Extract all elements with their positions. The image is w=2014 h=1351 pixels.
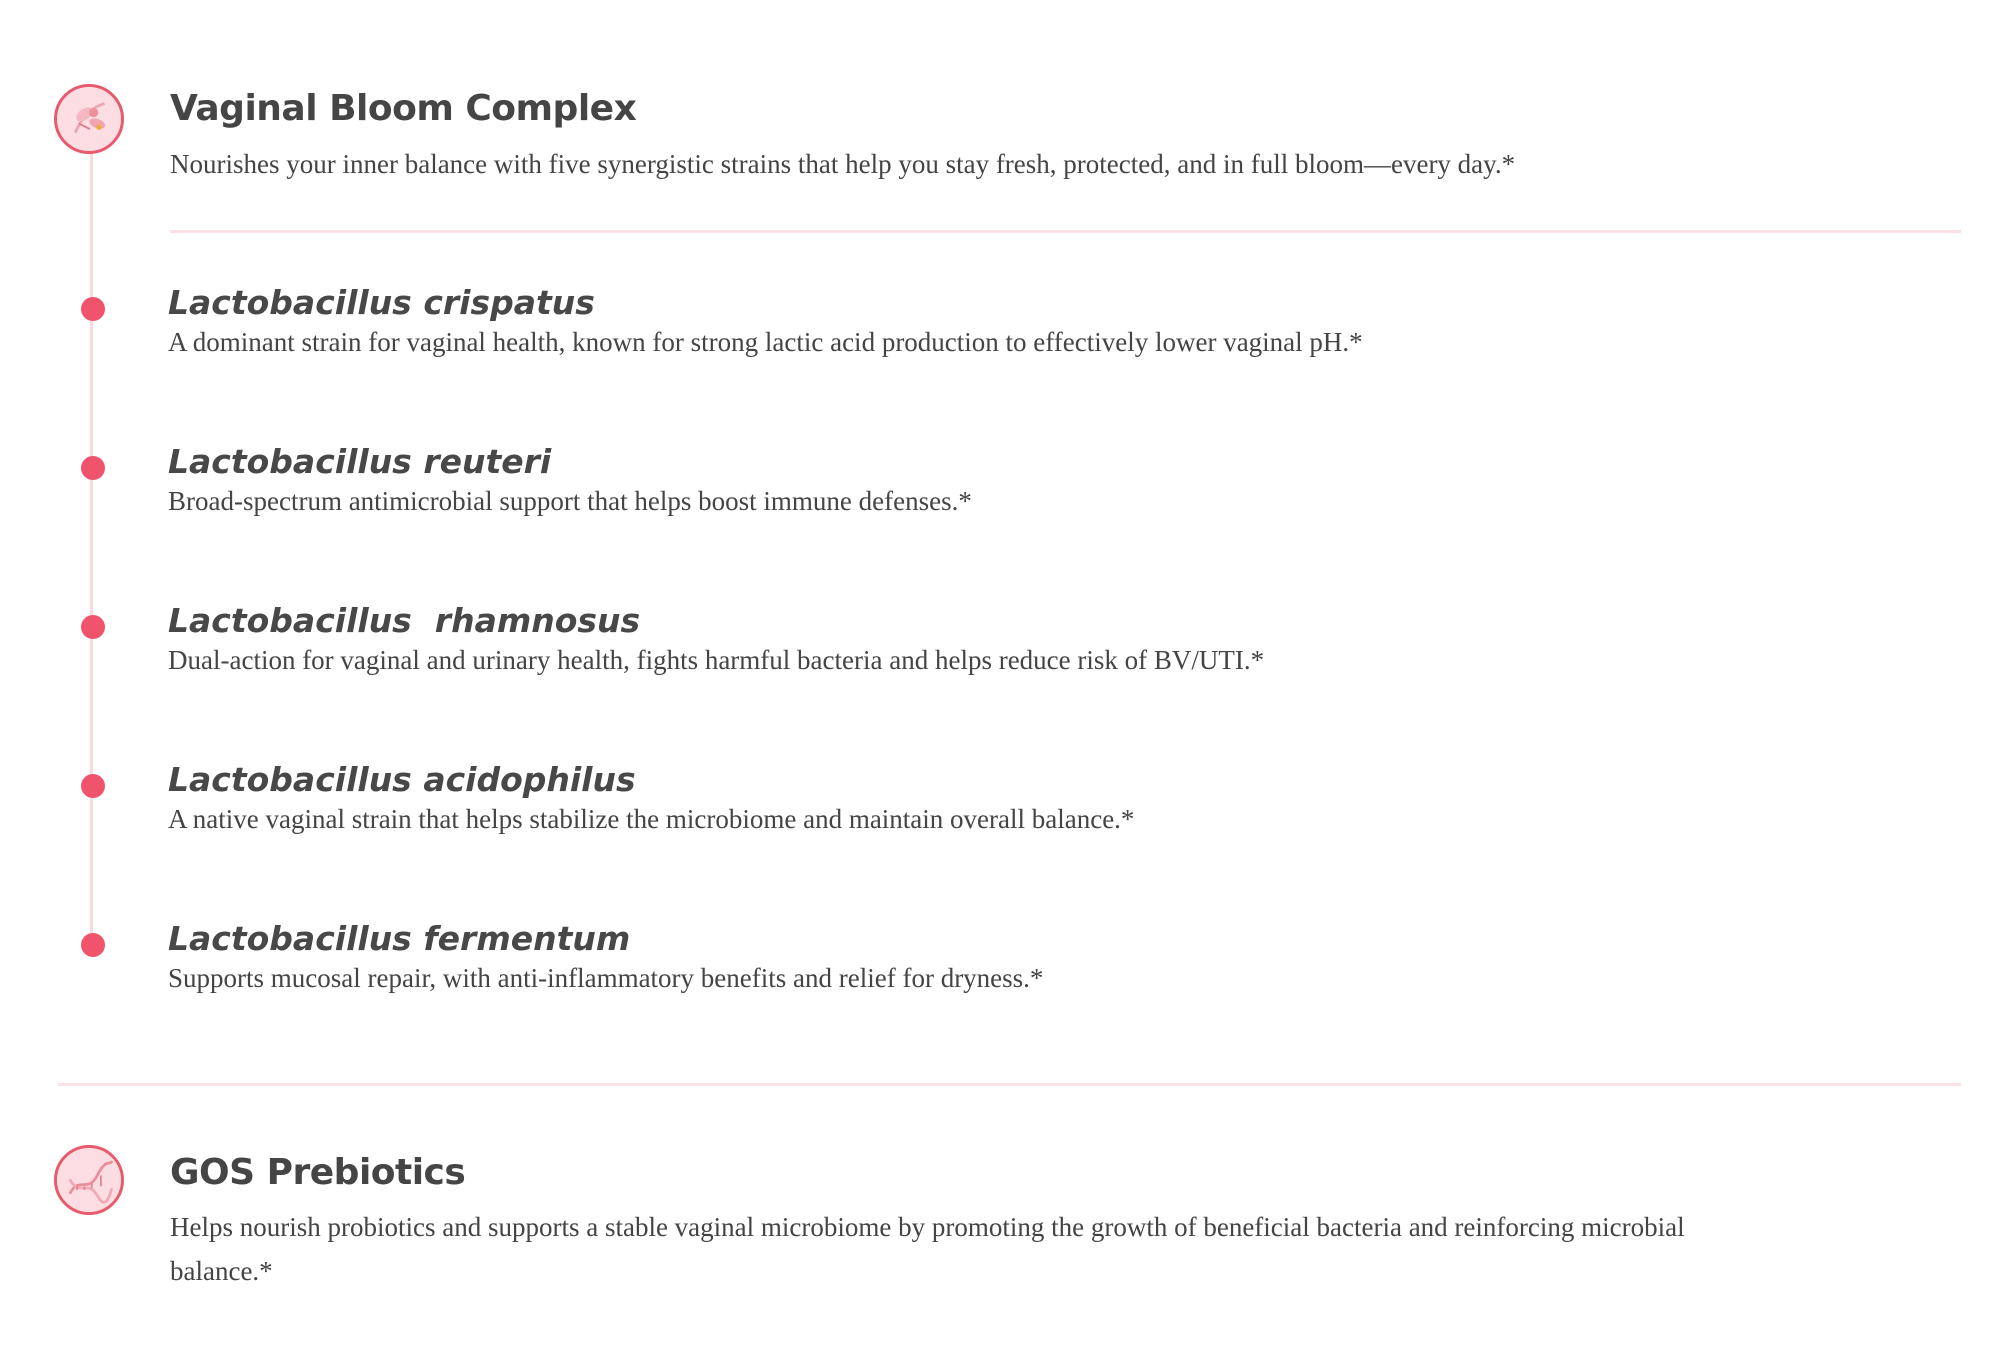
strain-item	[0, 601, 1960, 725]
strain-name: Lactobacillus crispatus	[168, 283, 595, 322]
bullet-dot-icon	[81, 456, 105, 480]
bullet-dot-icon	[81, 297, 105, 321]
flower-icon	[54, 84, 124, 154]
complex-title: Vaginal Bloom Complex	[170, 88, 637, 129]
strain-description: A dominant strain for vaginal health, known for strong lactic acid production to effectively lower vaginal pH.*	[168, 327, 1363, 357]
dna-icon	[54, 1145, 124, 1215]
strain-item	[0, 760, 1960, 884]
strain-description: A native vaginal strain that helps stabilize the microbiome and maintain overall balance.*	[168, 804, 1135, 834]
strain-name: Lactobacillus acidophilus	[168, 760, 636, 799]
strain-name: Lactobacillus reuteri	[168, 442, 552, 481]
bullet-dot-icon	[81, 774, 105, 798]
strain-name: Lactobacillus fermentum	[168, 919, 631, 958]
bullet-dot-icon	[81, 933, 105, 957]
divider	[58, 1083, 1961, 1086]
complex-description: Nourishes your inner balance with five synergistic strains that help you stay fresh, protected, and in full bloom—every day.*	[170, 149, 1516, 179]
prebiotics-description: Helps nourish probiotics and supports a stable vaginal microbiome by promoting the growth of beneficial bacteria and reinforcing microbial balance.*	[170, 1212, 1685, 1286]
strain-description: Supports mucosal repair, with anti-inflammatory benefits and relief for dryness.*	[168, 963, 1044, 993]
strain-description: Dual-action for vaginal and urinary health, fights harmful bacteria and helps reduce risk of BV/UTI.*	[168, 645, 1265, 675]
strain-item	[0, 919, 1960, 1043]
strain-name: Lactobacillus rhamnosus	[168, 601, 641, 640]
strain-description: Broad-spectrum antimicrobial support that helps boost immune defenses.*	[168, 486, 972, 516]
strain-item	[0, 442, 1960, 566]
bullet-dot-icon	[81, 615, 105, 639]
prebiotics-title: GOS Prebiotics	[170, 1152, 466, 1193]
divider	[170, 230, 1961, 233]
strain-item	[0, 283, 1960, 407]
